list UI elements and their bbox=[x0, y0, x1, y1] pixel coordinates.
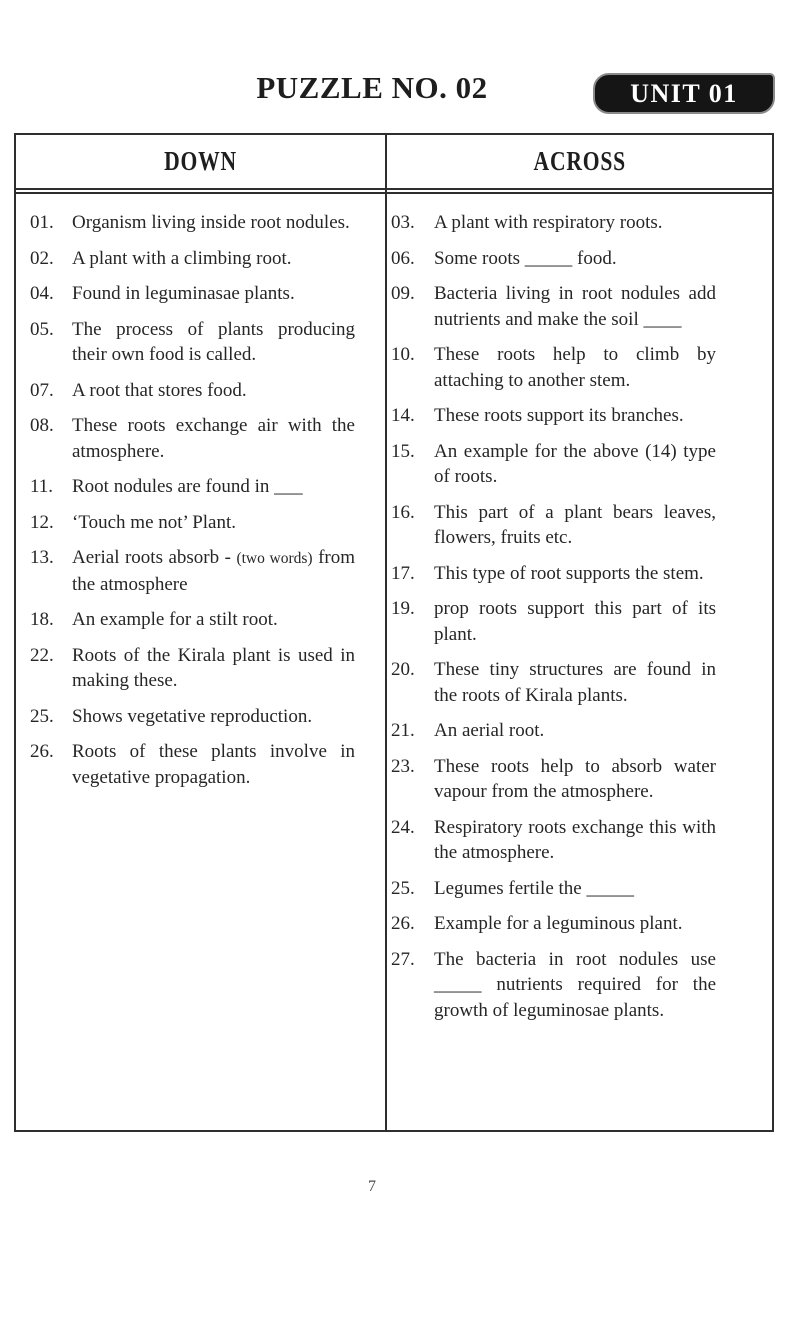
down-clues-column bbox=[16, 194, 387, 1130]
clues-table bbox=[14, 133, 774, 1132]
clue-number: 17. bbox=[391, 562, 415, 584]
clue-item bbox=[391, 439, 716, 490]
clue-text-segment: This part of a plant bears leaves, flowers, fruits etc. bbox=[434, 501, 716, 548]
clue-item bbox=[30, 704, 355, 730]
clue-item bbox=[30, 474, 355, 500]
clue-number: 01. bbox=[30, 212, 54, 233]
clue-text bbox=[434, 342, 716, 393]
clue-text bbox=[434, 596, 716, 647]
clue-number: 02. bbox=[30, 247, 54, 269]
clue-text-segment: An example for the above (14) type of roots. bbox=[434, 440, 716, 487]
clue-item bbox=[391, 500, 716, 551]
clue-text bbox=[72, 281, 355, 307]
clue-item bbox=[30, 378, 355, 404]
clue-text-segment: Found in leguminasae plants. bbox=[72, 283, 295, 304]
clue-number: 25. bbox=[391, 877, 415, 899]
clue-text-segment: Aerial roots absorb - bbox=[72, 547, 237, 568]
clue-item bbox=[30, 413, 355, 464]
clue-text bbox=[434, 947, 716, 1024]
page-number: 7 bbox=[368, 1178, 376, 1195]
clue-number: 23. bbox=[391, 755, 415, 777]
clue-text-segment: The bacteria in root nodules use _____ nutrients required for the growth of leguminosae plants. bbox=[434, 948, 716, 1021]
double-rule-right-cell bbox=[387, 190, 772, 192]
clue-item bbox=[391, 246, 716, 272]
clue-item bbox=[391, 754, 716, 805]
clue-number: 06. bbox=[391, 247, 415, 269]
clue-number: 09. bbox=[391, 283, 415, 304]
clue-text bbox=[72, 704, 355, 730]
clue-text bbox=[434, 439, 716, 490]
clue-number: 16. bbox=[391, 501, 415, 523]
clue-text-segment: Roots of these plants involve in vegetative propagation. bbox=[72, 741, 355, 788]
clue-text-segment: These roots help to climb by attaching to another stem. bbox=[434, 344, 716, 391]
clue-number: 26. bbox=[30, 741, 54, 762]
clue-number: 08. bbox=[30, 415, 54, 436]
clue-item bbox=[391, 657, 716, 708]
clue-item bbox=[391, 947, 716, 1024]
clue-item bbox=[391, 718, 716, 744]
clue-number: 20. bbox=[391, 659, 415, 680]
clue-number: 25. bbox=[30, 705, 54, 727]
clue-item bbox=[391, 403, 716, 429]
clue-item bbox=[30, 281, 355, 307]
clue-number: 04. bbox=[30, 283, 54, 304]
clue-text bbox=[72, 378, 355, 404]
clue-item bbox=[30, 739, 355, 790]
clue-item bbox=[391, 210, 716, 236]
clue-number: 19. bbox=[391, 598, 415, 619]
clue-text-segment: These roots exchange air with the atmosphere. bbox=[72, 415, 355, 462]
clue-text-segment: A plant with respiratory roots. bbox=[434, 212, 663, 233]
clue-text bbox=[434, 210, 716, 236]
clue-text-segment: These roots help to absorb water vapour from the atmosphere. bbox=[434, 755, 716, 802]
clue-number: 15. bbox=[391, 440, 415, 462]
clue-number: 05. bbox=[30, 318, 54, 340]
clue-number: 03. bbox=[391, 212, 415, 233]
clue-text-segment: A plant with a climbing root. bbox=[72, 247, 292, 269]
clue-number: 07. bbox=[30, 379, 54, 401]
clue-text bbox=[72, 510, 355, 536]
clue-number: 22. bbox=[30, 644, 54, 666]
clue-number: 12. bbox=[30, 511, 54, 533]
clue-item bbox=[391, 596, 716, 647]
clue-item bbox=[30, 317, 355, 368]
clue-text bbox=[72, 739, 355, 790]
clue-number: 14. bbox=[391, 405, 415, 426]
clue-text bbox=[434, 815, 716, 866]
clue-item bbox=[391, 815, 716, 866]
clue-text bbox=[434, 657, 716, 708]
clue-text bbox=[434, 754, 716, 805]
clue-number: 26. bbox=[391, 913, 415, 934]
clue-text bbox=[434, 876, 716, 902]
clue-text bbox=[72, 246, 355, 272]
clue-text bbox=[72, 643, 355, 694]
clue-item bbox=[30, 607, 355, 633]
clue-text bbox=[72, 413, 355, 464]
clue-item bbox=[30, 246, 355, 272]
clue-text-segment: This type of root supports the stem. bbox=[434, 562, 704, 584]
table-header-row bbox=[16, 135, 772, 190]
clue-text bbox=[434, 403, 716, 429]
clue-text-segment: Organism living inside root nodules. bbox=[72, 212, 350, 233]
clue-item bbox=[30, 210, 355, 236]
clue-number: 11. bbox=[30, 476, 54, 497]
clue-text-segment: These tiny structures are found in the roots of Kirala plants. bbox=[434, 659, 716, 706]
down-column-header bbox=[16, 135, 387, 188]
clue-item bbox=[391, 281, 716, 332]
across-clues-column bbox=[387, 194, 772, 1130]
clue-number: 24. bbox=[391, 816, 415, 838]
clue-number: 27. bbox=[391, 948, 415, 970]
page-content bbox=[14, 70, 774, 1196]
down-header-label: DOWN bbox=[164, 146, 237, 176]
clue-text-segment: The process of plants producing their own food is called. bbox=[72, 318, 355, 365]
clue-text-segment: Roots of the Kirala plant is used in making these. bbox=[72, 644, 355, 691]
clue-text-segment: An example for a stilt root. bbox=[72, 609, 278, 630]
clue-item bbox=[30, 545, 355, 597]
clue-text bbox=[434, 561, 716, 587]
clue-text bbox=[434, 718, 716, 744]
clue-number: 18. bbox=[30, 609, 54, 630]
clue-item bbox=[391, 342, 716, 393]
clue-text bbox=[72, 317, 355, 368]
page-title: PUZZLE NO. 02 bbox=[256, 70, 488, 105]
clue-text bbox=[434, 911, 716, 937]
unit-badge-label: UNIT 01 bbox=[630, 78, 738, 108]
clue-text-segment: Respiratory roots exchange this with the atmosphere. bbox=[434, 816, 716, 863]
across-column-header bbox=[387, 135, 772, 188]
clue-number: 13. bbox=[30, 547, 54, 568]
clue-text-segment: Legumes fertile the _____ bbox=[434, 877, 634, 899]
clue-item bbox=[391, 876, 716, 902]
clue-text-segment: ‘Touch me not’ Plant. bbox=[72, 511, 237, 533]
clue-number: 21. bbox=[391, 720, 415, 741]
clue-text-segment: These roots support its branches. bbox=[434, 405, 684, 426]
clue-text-segment: Root nodules are found in ___ bbox=[72, 476, 303, 497]
clue-item bbox=[30, 643, 355, 694]
clue-item bbox=[391, 561, 716, 587]
clue-text-segment: from the atmosphere bbox=[72, 547, 355, 595]
clue-text bbox=[72, 545, 355, 597]
clue-text bbox=[434, 281, 716, 332]
clue-text bbox=[72, 607, 355, 633]
clue-text-note: (two words) bbox=[236, 550, 313, 567]
double-rule-left-cell bbox=[16, 190, 387, 192]
clue-number: 10. bbox=[391, 344, 415, 365]
table-body bbox=[16, 194, 772, 1130]
clue-item bbox=[391, 911, 716, 937]
clue-text-segment: prop roots support this part of its plant. bbox=[434, 598, 716, 645]
clue-text-segment: Example for a leguminous plant. bbox=[434, 913, 683, 934]
clue-text bbox=[434, 500, 716, 551]
clue-text-segment: Bacteria living in root nodules add nutrients and make the soil ____ bbox=[434, 283, 716, 330]
clue-text-segment: A root that stores food. bbox=[72, 379, 247, 401]
clue-item bbox=[30, 510, 355, 536]
clue-text bbox=[434, 246, 716, 272]
across-header-label: ACROSS bbox=[533, 146, 626, 176]
clue-text-segment: An aerial root. bbox=[434, 720, 545, 741]
clue-text bbox=[72, 210, 355, 236]
clue-text bbox=[72, 474, 355, 500]
clue-text-segment: Shows vegetative reproduction. bbox=[72, 705, 313, 727]
clue-text-segment: Some roots _____ food. bbox=[434, 247, 617, 269]
